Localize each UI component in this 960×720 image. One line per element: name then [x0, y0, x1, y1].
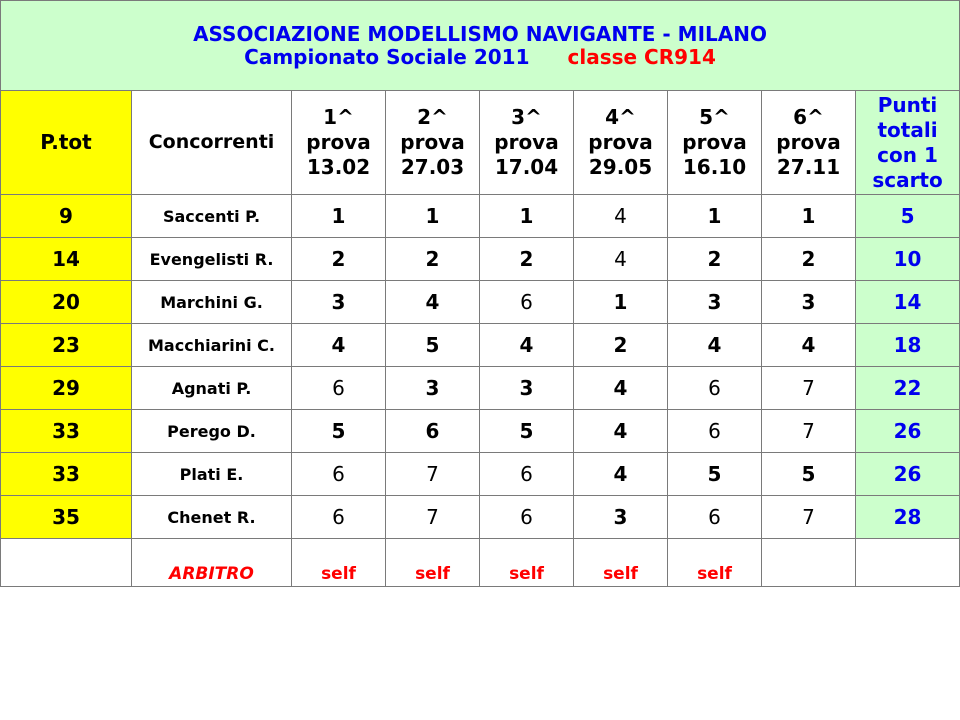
score-cell: 4 [574, 195, 668, 238]
score-cell: 6 [292, 496, 386, 539]
score-cell: 1 [292, 195, 386, 238]
score-cell: 7 [762, 496, 856, 539]
score-cell: 2 [386, 238, 480, 281]
arbitro-value: self [603, 563, 638, 584]
score-cell: 2 [574, 324, 668, 367]
ptot-cell: 33 [1, 410, 132, 453]
competitor-name: Perego D. [132, 410, 292, 453]
competitor-name: Saccenti P. [132, 195, 292, 238]
title-championship: Campionato Sociale 2011 [244, 44, 530, 69]
prova-word: prova [682, 130, 747, 154]
prova-number: 6^ [793, 105, 824, 129]
score-cell: 2 [480, 238, 574, 281]
ptot-cell: 9 [1, 195, 132, 238]
prova-word: prova [494, 130, 559, 154]
score-cell: 6 [480, 281, 574, 324]
score-cell: 6 [668, 367, 762, 410]
prova-number: 5^ [699, 105, 730, 129]
table-row [1, 496, 960, 539]
ptot-cell: 35 [1, 496, 132, 539]
score-cell: 4 [574, 410, 668, 453]
table-row [1, 281, 960, 324]
header-concorrenti: Concorrenti [132, 91, 292, 195]
competitor-name: Macchiarini C. [132, 324, 292, 367]
title-cell [1, 1, 960, 91]
table-row [1, 367, 960, 410]
arbitro-value: self [415, 563, 450, 584]
arbitro-value: self [509, 563, 544, 584]
prova-date: 27.03 [400, 155, 465, 179]
score-cell: 1 [762, 195, 856, 238]
arbitro-row [1, 539, 960, 587]
arbitro-label: ARBITRO [169, 563, 254, 584]
score-cell: 5 [480, 410, 574, 453]
score-cell: 7 [386, 453, 480, 496]
score-cell: 4 [668, 324, 762, 367]
prova-date: 16.10 [682, 155, 747, 179]
score-cell: 7 [762, 410, 856, 453]
score-cell: 6 [668, 496, 762, 539]
ptot-cell: 33 [1, 453, 132, 496]
total-cell: 22 [856, 367, 960, 410]
score-cell: 3 [668, 281, 762, 324]
competitor-name: Marchini G. [132, 281, 292, 324]
score-cell: 4 [574, 453, 668, 496]
score-cell: 1 [668, 195, 762, 238]
total-cell: 18 [856, 324, 960, 367]
arbitro-empty-cell [856, 539, 960, 587]
title-association: ASSOCIAZIONE MODELLISMO NAVIGANTE - MILANO [193, 21, 767, 46]
prova-date: 27.11 [776, 155, 841, 179]
score-cell: 4 [480, 324, 574, 367]
totals-line: con 1 [877, 142, 938, 167]
arbitro-value: self [697, 563, 732, 584]
score-cell: 1 [574, 281, 668, 324]
score-cell: 7 [386, 496, 480, 539]
score-cell: 4 [574, 367, 668, 410]
ptot-cell: 20 [1, 281, 132, 324]
arbitro-cell [480, 539, 574, 587]
table-row [1, 195, 960, 238]
header-punti-totali [856, 91, 960, 195]
competitor-name: Evengelisti R. [132, 238, 292, 281]
score-cell: 3 [292, 281, 386, 324]
score-cell: 1 [480, 195, 574, 238]
totals-line: totali [877, 117, 938, 142]
arbitro-cell [574, 539, 668, 587]
header-prova-1 [292, 91, 386, 195]
table-row [1, 410, 960, 453]
prova-word: prova [776, 130, 841, 154]
score-cell: 3 [480, 367, 574, 410]
title-class: classe CR914 [567, 44, 716, 69]
score-cell: 6 [292, 453, 386, 496]
table-row [1, 238, 960, 281]
score-cell: 6 [668, 410, 762, 453]
score-cell: 3 [386, 367, 480, 410]
total-cell: 28 [856, 496, 960, 539]
competitor-name: Agnati P. [132, 367, 292, 410]
score-cell: 2 [292, 238, 386, 281]
competitor-name: Plati E. [132, 453, 292, 496]
competitor-name: Chenet R. [132, 496, 292, 539]
header-row [1, 91, 960, 195]
prova-date: 17.04 [494, 155, 559, 179]
ptot-cell: 14 [1, 238, 132, 281]
header-prova-4 [574, 91, 668, 195]
score-cell: 3 [574, 496, 668, 539]
score-cell: 4 [762, 324, 856, 367]
prova-date: 13.02 [306, 155, 371, 179]
header-prova-3 [480, 91, 574, 195]
score-cell: 5 [762, 453, 856, 496]
ptot-cell: 29 [1, 367, 132, 410]
score-cell: 4 [292, 324, 386, 367]
totals-line: scarto [872, 167, 943, 192]
score-cell: 4 [574, 238, 668, 281]
score-cell: 3 [762, 281, 856, 324]
total-cell: 26 [856, 410, 960, 453]
total-cell: 14 [856, 281, 960, 324]
total-cell: 5 [856, 195, 960, 238]
score-cell: 6 [480, 453, 574, 496]
arbitro-cell [386, 539, 480, 587]
arbitro-cell [292, 539, 386, 587]
total-cell: 26 [856, 453, 960, 496]
header-prova-5 [668, 91, 762, 195]
score-cell: 4 [386, 281, 480, 324]
header-prova-6 [762, 91, 856, 195]
score-cell: 5 [668, 453, 762, 496]
score-cell: 2 [762, 238, 856, 281]
prova-word: prova [400, 130, 465, 154]
header-ptot: P.tot [1, 91, 132, 195]
score-cell: 6 [480, 496, 574, 539]
score-cell: 7 [762, 367, 856, 410]
ptot-cell: 23 [1, 324, 132, 367]
prova-number: 3^ [511, 105, 542, 129]
prova-number: 1^ [323, 105, 354, 129]
prova-number: 4^ [605, 105, 636, 129]
table-row [1, 453, 960, 496]
score-cell: 6 [386, 410, 480, 453]
prova-number: 2^ [417, 105, 448, 129]
prova-word: prova [588, 130, 653, 154]
table-row [1, 324, 960, 367]
score-cell: 5 [292, 410, 386, 453]
arbitro-value: self [321, 563, 356, 584]
title-row [1, 1, 960, 91]
arbitro-cell [668, 539, 762, 587]
score-cell: 2 [668, 238, 762, 281]
prova-word: prova [306, 130, 371, 154]
header-prova-2 [386, 91, 480, 195]
score-cell: 5 [386, 324, 480, 367]
totals-line: Punti [877, 92, 938, 117]
prova-date: 29.05 [588, 155, 653, 179]
arbitro-cell [762, 539, 856, 587]
total-cell: 10 [856, 238, 960, 281]
score-cell: 6 [292, 367, 386, 410]
arbitro-label-cell [132, 539, 292, 587]
title-subtitle [1, 46, 959, 69]
score-cell: 1 [386, 195, 480, 238]
arbitro-empty-cell [1, 539, 132, 587]
